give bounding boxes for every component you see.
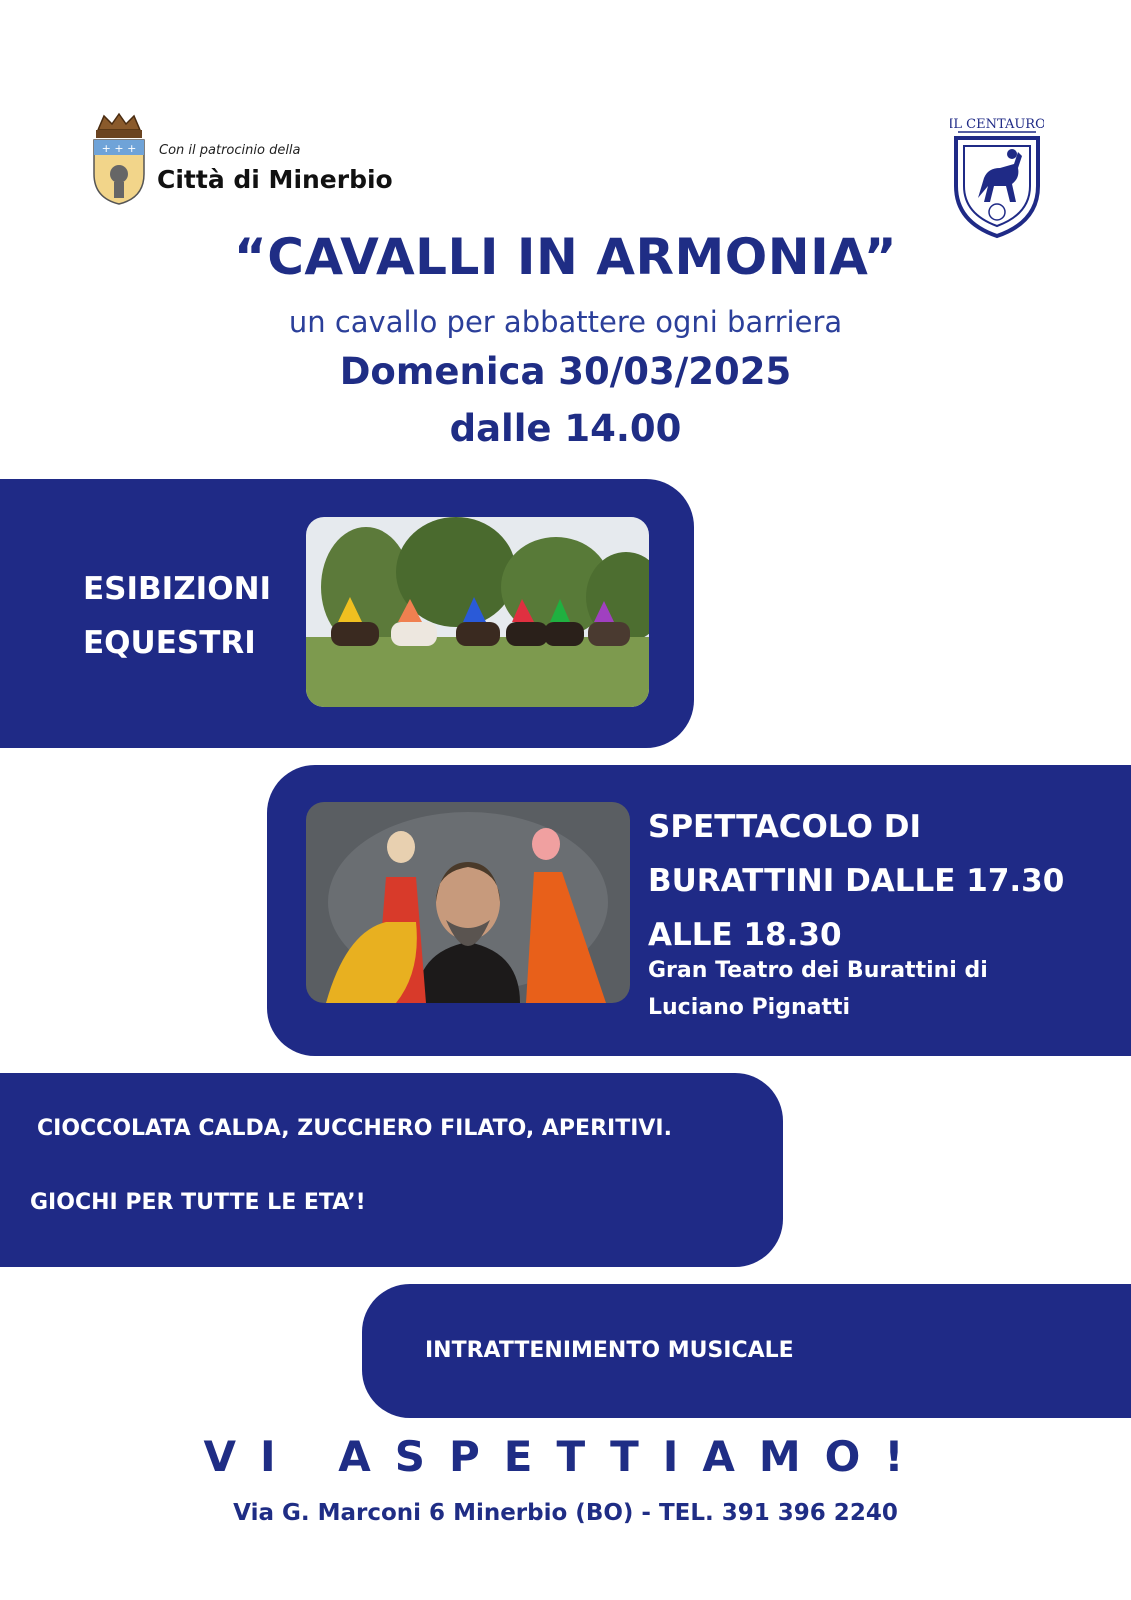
event-title: “CAVALLI IN ARMONIA” (233, 228, 898, 286)
puppets-heading (648, 800, 1064, 962)
svg-text:+ + +: + + + (101, 142, 137, 155)
puppets-heading-line3: ALLE 18.30 (648, 917, 842, 953)
club-logo (950, 112, 1044, 240)
music-text: INTRATTENIMENTO MUSICALE (425, 1338, 794, 1363)
puppets-detail-line1: Gran Teatro dei Burattini di (648, 958, 988, 983)
club-logo-text: IL CENTAURO (950, 117, 1044, 132)
closing-message: VI ASPETTIAMO! (203, 1432, 928, 1481)
patronage-city: Città di Minerbio (157, 165, 393, 194)
event-date: Domenica 30/03/2025 (339, 350, 792, 393)
puppets-heading-line2: BURATTINI DALLE 17.30 (648, 863, 1065, 899)
food-text: CIOCCOLATA CALDA, ZUCCHERO FILATO, APERITIVI. (37, 1116, 672, 1141)
puppets-detail (648, 952, 988, 1026)
patronage-label: Con il patrocinio della (159, 143, 301, 158)
event-subtitle: un cavallo per abbattere ogni barriera (288, 305, 843, 339)
event-time: dalle 14.00 (449, 407, 682, 450)
puppets-photo (306, 802, 630, 1003)
city-crest-icon (90, 112, 148, 206)
equestrian-heading (83, 562, 271, 670)
equestrian-photo (306, 517, 649, 707)
puppets-heading-line1: SPETTACOLO DI (648, 809, 921, 845)
games-text: GIOCHI PER TUTTE LE ETA’! (30, 1190, 366, 1215)
equestrian-heading-line2: EQUESTRI (83, 625, 256, 661)
equestrian-heading-line1: ESIBIZIONI (83, 571, 272, 607)
address-phone: Via G. Marconi 6 Minerbio (BO) - TEL. 391 396 2240 (233, 1500, 898, 1526)
puppets-detail-line2: Luciano Pignatti (648, 995, 851, 1020)
food-games-band (0, 1073, 783, 1267)
